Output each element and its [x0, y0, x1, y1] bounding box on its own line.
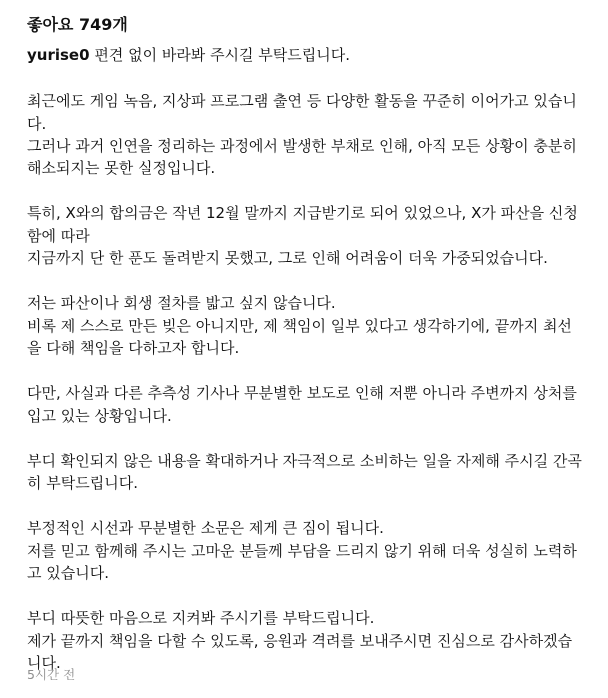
caption-paragraph — [27, 292, 588, 359]
caption-paragraph — [27, 202, 588, 269]
caption-line: 니다. — [27, 653, 61, 672]
caption-line: 비록 제 스스로 만든 빚은 아니지만, 제 책임이 일부 있다고 생각하기에, 끝까지 최선 — [27, 316, 572, 335]
caption-line: 함에 따라 — [27, 226, 90, 245]
caption-paragraph — [27, 382, 588, 427]
caption-line: 제가 끝까지 책임을 다할 수 있도록, 응원과 격려를 보내주시면 진심으로 감사하겠습 — [27, 631, 573, 650]
caption-line: 을 다해 책임을 다하고자 합니다. — [27, 338, 240, 357]
caption-line: 다만, 사실과 다른 추측성 기사나 무분별한 보도로 인해 저뿐 아니라 주변까지 상처를 — [27, 384, 577, 403]
caption-paragraph — [27, 90, 588, 179]
caption-first-line — [27, 44, 588, 66]
caption — [27, 44, 588, 674]
caption-paragraph — [27, 517, 588, 584]
caption-line: 부디 확인되지 않은 내용을 확대하거나 자극적으로 소비하는 일을 자제해 주시길 간곡 — [27, 451, 582, 470]
caption-line: 해소되지는 못한 실정입니다. — [27, 159, 216, 178]
caption-line: 히 부탁드립니다. — [27, 474, 138, 493]
caption-line: 최근에도 게임 녹음, 지상파 프로그램 출연 등 다양한 활동을 꾸준히 이어가고 있습니 — [27, 92, 577, 111]
caption-line: 특히, X와의 합의금은 작년 12월 말까지 지급받기로 되어 있었으나, X가 파산을 신청 — [27, 204, 578, 223]
caption-paragraph — [27, 450, 588, 495]
caption-line: 그러나 과거 인연을 정리하는 과정에서 발생한 부채로 인해, 아직 모든 상황이 충분히 — [27, 136, 577, 155]
caption-line: 저는 파산이나 회생 절차를 밟고 싶지 않습니다. — [27, 294, 336, 313]
caption-line: 부디 따뜻한 마음으로 지켜봐 주시기를 부탁드립니다. — [27, 609, 375, 628]
caption-line: 지금까지 단 한 푼도 돌려받지 못했고, 그로 인해 어려움이 더욱 가중되었습니다. — [27, 249, 548, 268]
caption-line: 다. — [27, 114, 47, 133]
caption-line: 고 있습니다. — [27, 564, 109, 583]
caption-first-line-text: 편견 없이 바라봐 주시길 부탁드립니다. — [94, 46, 351, 64]
caption-line: 입고 있는 상황입니다. — [27, 406, 172, 425]
likes-count[interactable]: 좋아요 749개 — [27, 15, 128, 34]
caption-line: 저를 믿고 함께해 주시는 고마운 분들께 부담을 드리지 않기 위해 더욱 성실히 노력하 — [27, 541, 577, 560]
caption-line: 부정적인 시선과 무분별한 소문은 제게 큰 짐이 됩니다. — [27, 519, 384, 538]
username-link[interactable]: yurise0 — [27, 46, 90, 64]
post-timestamp[interactable]: 5시간 전 — [27, 667, 76, 682]
caption-paragraph — [27, 607, 588, 674]
